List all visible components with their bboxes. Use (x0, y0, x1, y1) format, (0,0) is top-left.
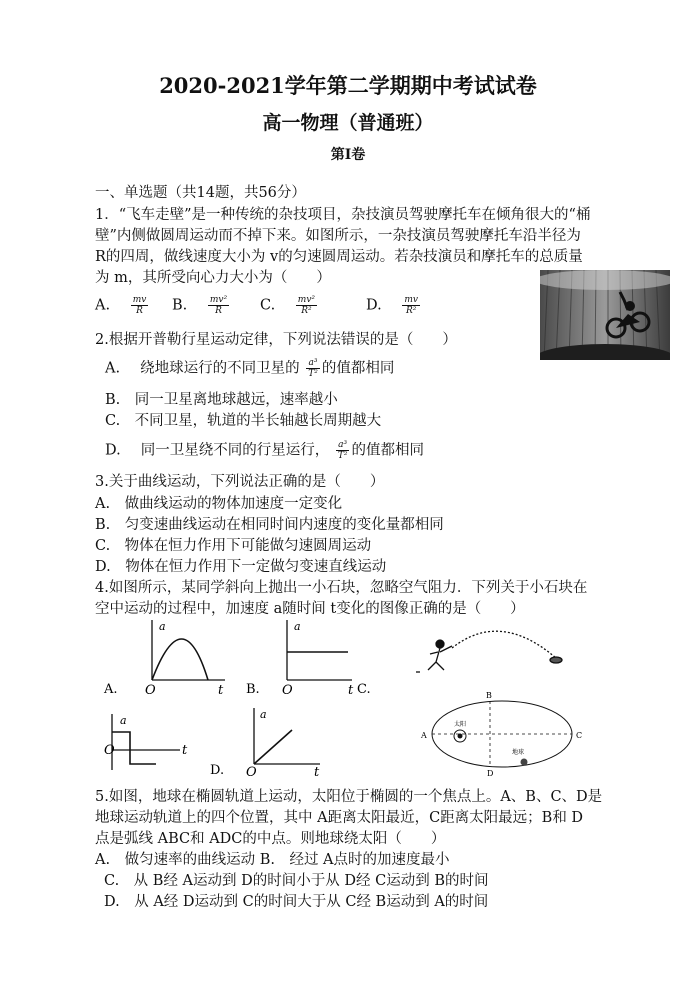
q1-line: R的四周，做线速度大小为 v的匀速圆周运动。若杂技演员和摩托车的总质量 (95, 249, 583, 265)
section-heading: 一、单选题（共14题，共56分） (95, 185, 306, 201)
graph-a-origin: O (145, 683, 156, 698)
sun-icon (454, 730, 466, 742)
q5-line: 地球运动轨道上的四个位置，其中 A距离太阳最近，C距离太阳最远；B和 D (95, 810, 584, 826)
graph-d-axis-t: t (314, 765, 320, 778)
q4-line: 空中运动的过程中，加速度 a随时间 t变化的图像正确的是（ ） (95, 601, 525, 617)
orbit-label-a: A (421, 731, 427, 740)
q1-line: 为 m，其所受向心力大小为（ ） (95, 270, 331, 286)
earth-icon (521, 759, 528, 766)
q5-option-ab: A. 做匀速率的曲线运动 B. 经过 A点时的加速度最小 (95, 852, 450, 868)
q3-option-b: B. 匀变速曲线运动在相同时间内速度的变化量都相同 (95, 517, 444, 533)
q2-option-d: D. 同一卫星绕不同的行星运行， $\frac{\text{a³}}{\text{T²}}$ 的值都相同 (105, 440, 424, 461)
q4-option-a-label: A. (104, 682, 118, 697)
graph-b-origin: O (282, 683, 293, 698)
motorcycle-wall-photo (540, 270, 670, 360)
graph-a-axis-a: a (159, 620, 166, 633)
q1-option-a: A. $\frac{mv}{R}$ (95, 295, 147, 316)
q3-option-c: C. 物体在恒力作用下可能做匀速圆周运动 (95, 538, 372, 554)
q3-option-a: A. 做曲线运动的物体加速度一定变化 (95, 496, 343, 512)
q1-option-d: D. $\frac{mv}{\text{R²}}$ (366, 295, 418, 316)
orbit-label-earth: 地球 (512, 749, 525, 756)
graph-c-origin: O (104, 743, 115, 758)
volume-label: 第Ⅰ卷 (330, 147, 366, 163)
thrower-figure (416, 631, 562, 672)
q4-option-c-label: C. (357, 682, 371, 697)
q5-option-c: C. 从 B经 A运动到 D的时间小于从 D经 C运动到 B的时间 (104, 873, 489, 889)
graph-b-axis-t: t (348, 683, 354, 698)
exam-title: 2020-2021学年第二学期期中考试试卷 (159, 73, 537, 98)
graph-d-origin: O (246, 765, 257, 778)
q2-stem: 2.根据开普勒行星运动定律，下列说法错误的是（ ） (95, 332, 457, 348)
orbit-diagram (412, 688, 592, 778)
q1-line: 壁”内侧做圆周运动而不掉下来。如图所示，一杂技演员驾驶摩托车沿半径为 (95, 228, 581, 244)
graph-a-axis-t: t (218, 683, 224, 698)
graph-c-axis-t: t (182, 743, 188, 758)
orbit-label-b: B (486, 691, 492, 700)
q4-option-d-label: D. (210, 763, 225, 778)
graph-d-axis-a: a (260, 708, 267, 721)
orbit-label-sun: 太阳 (454, 721, 467, 728)
q2-option-c: C. 不同卫星，轨道的半长轴越长周期越大 (105, 413, 382, 429)
q5-option-d: D. 从 A经 D运动到 C的时间大于从 C经 B运动到 A的时间 (104, 894, 489, 910)
orbit-label-d: D (487, 769, 494, 778)
q5-line: 5.如图，地球在椭圆轨道上运动，太阳位于椭圆的一个焦点上。A、B、C、D是 (95, 789, 603, 805)
q1-line: 1．“飞车走壁”是一种传统的杂技项目，杂技演员驾驶摩托车在倾角很大的“桶 (95, 207, 591, 223)
q2-option-b: B. 同一卫星离地球越远，速率越小 (105, 392, 338, 408)
exam-subtitle: 高一物理（普通班） (262, 112, 434, 134)
q4-line: 4.如图所示，某同学斜向上抛出一小石块，忽略空气阻力．下列关于小石块在 (95, 580, 588, 596)
graph-b-axis-a: a (294, 620, 301, 633)
graph-c-axis-a: a (120, 714, 127, 727)
q3-option-d: D. 物体在恒力作用下一定做匀变速直线运动 (95, 559, 387, 575)
q1-option-b: B. $\frac{\text{mv²}}{R}$ (172, 295, 228, 316)
q2-option-a: A. 绕地球运行的不同卫星的 $\frac{\text{a³}}{\text{T²}}$ 的值都相同 (105, 358, 395, 379)
q4-option-b-label: B. (246, 682, 260, 697)
q3-stem: 3.关于曲线运动，下列说法正确的是（ ） (95, 474, 385, 490)
q5-line: 点是弧线 ABC和 ADC的中点。则地球绕太阳（ ） (95, 831, 446, 847)
q1-option-c: C. $\frac{\text{mv²}}{\text{R²}}$ (260, 295, 316, 316)
orbit-label-c: C (576, 731, 583, 740)
